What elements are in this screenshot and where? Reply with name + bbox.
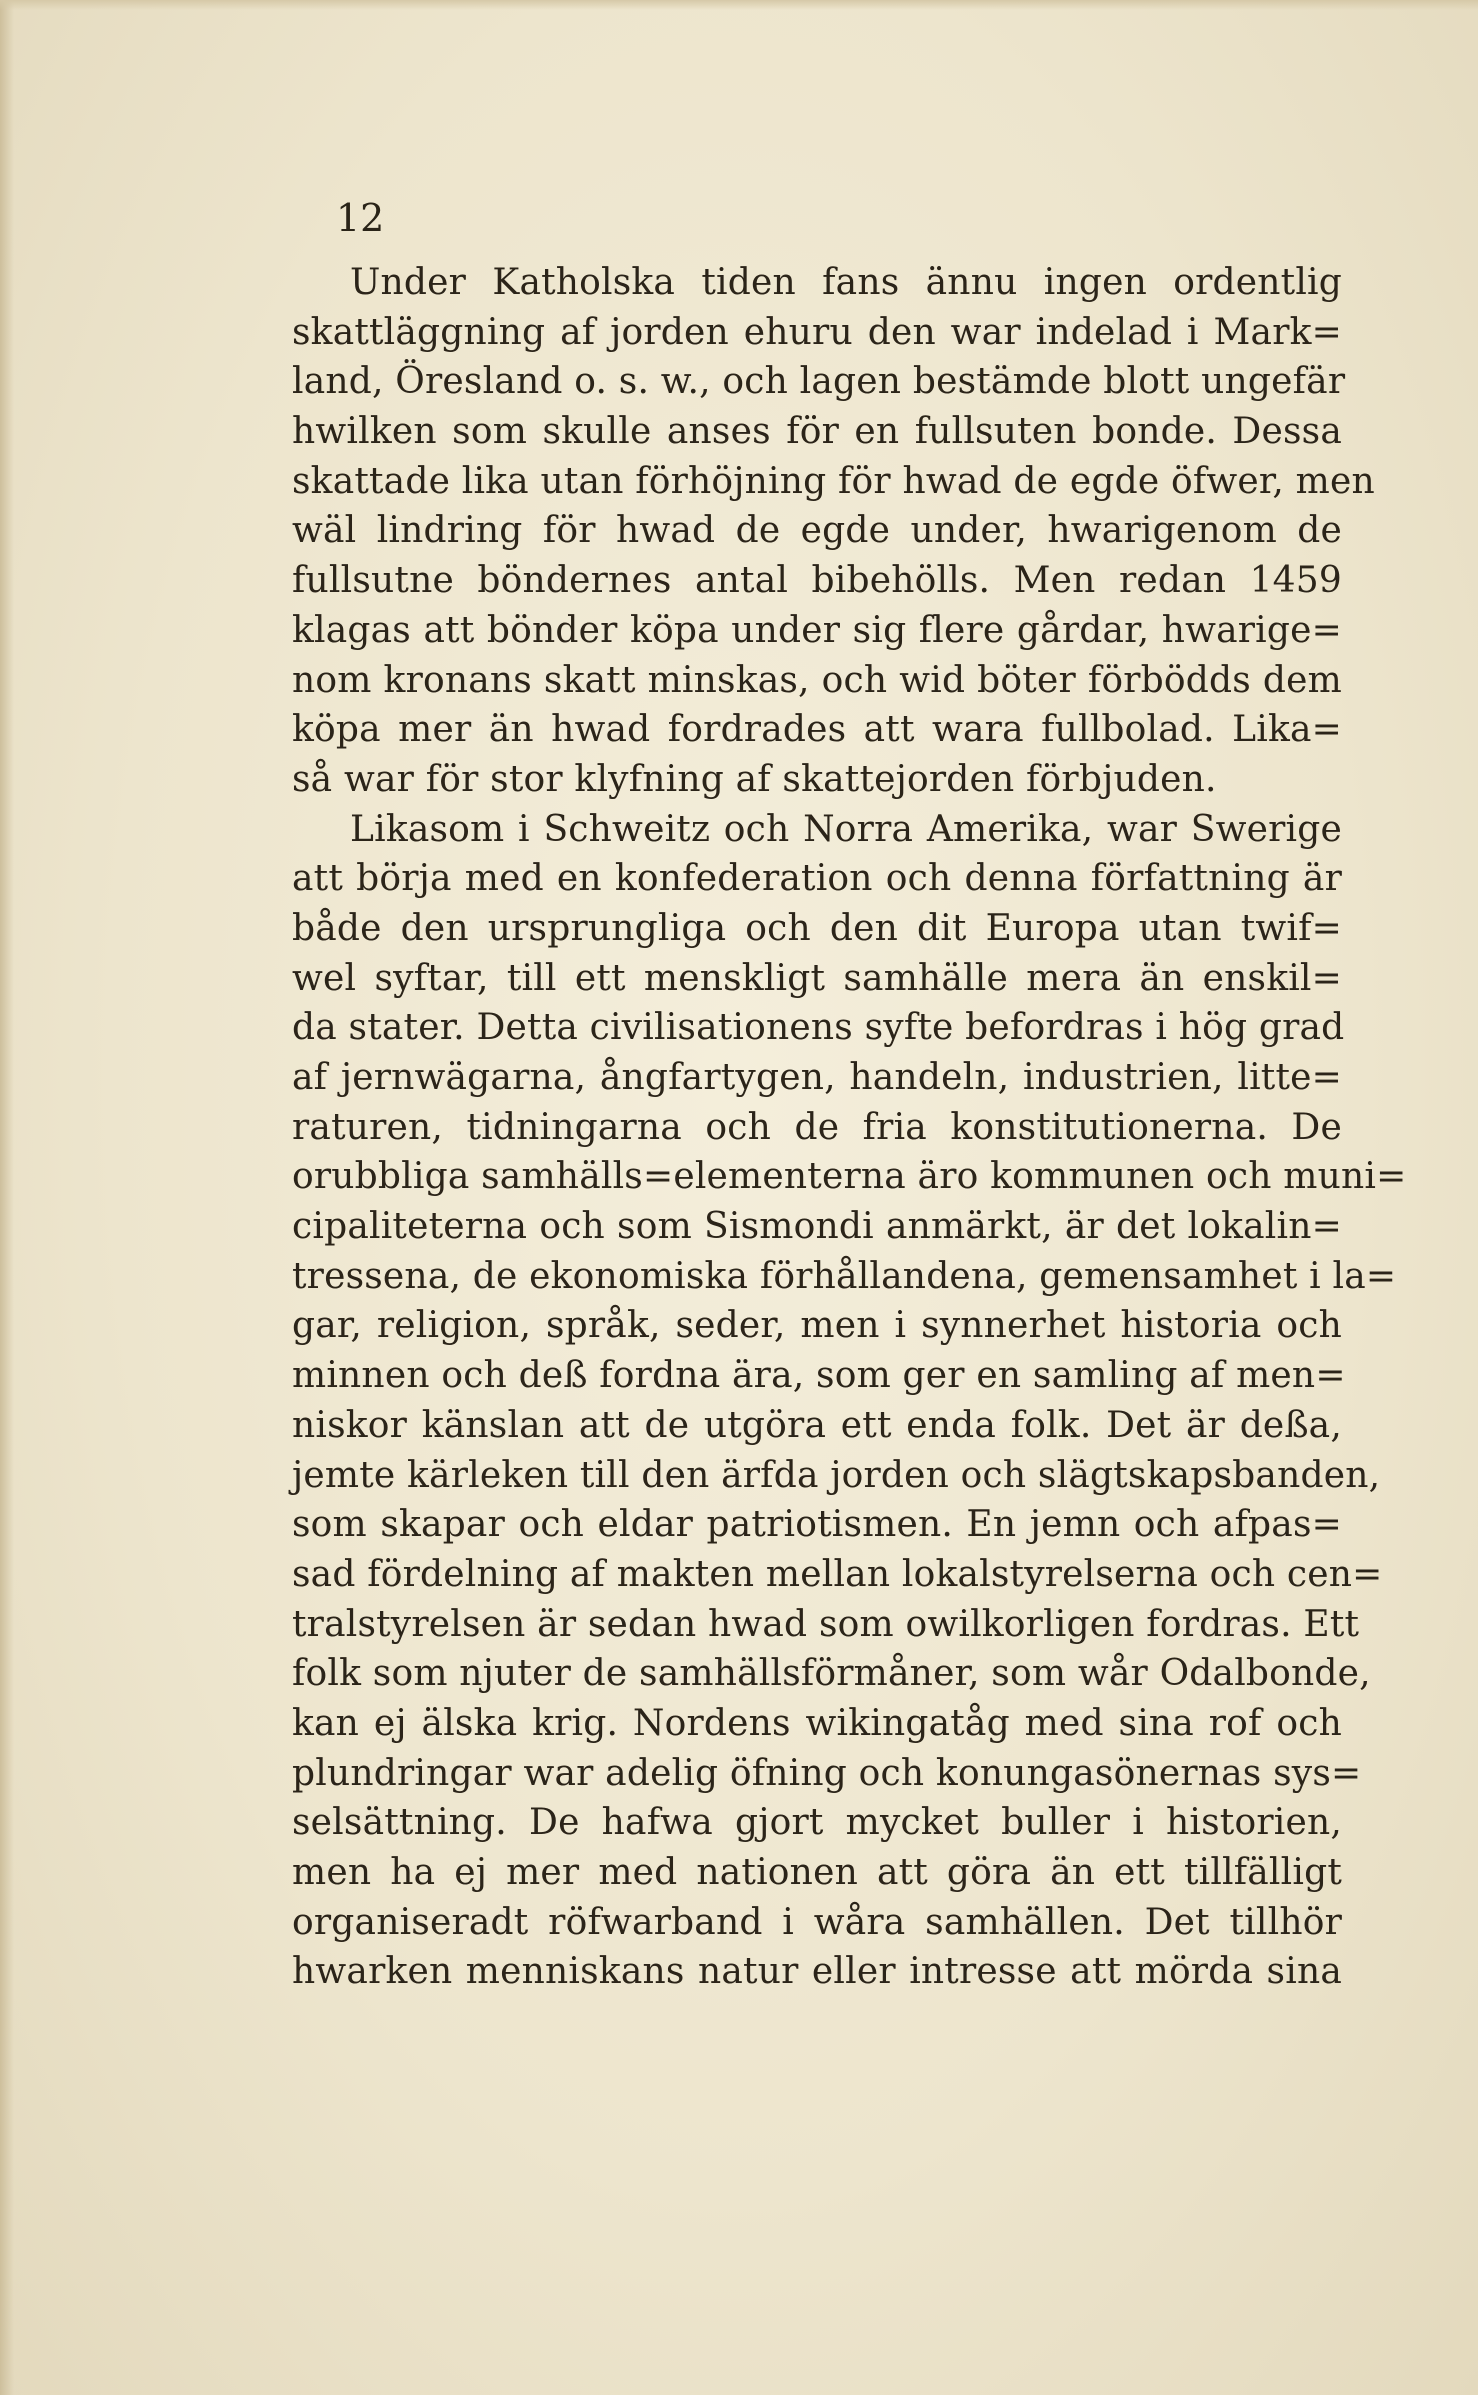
text-line: niskor känslan att de utgöra ett enda folk. Det är deßa,: [292, 1404, 1342, 1446]
text-line: cipaliteterna och som Sismondi anmärkt, är det lokalin=: [292, 1206, 1342, 1248]
text-line: gar, religion, språk, seder, men i synnerhet historia och: [292, 1305, 1342, 1347]
text-line: skattläggning af jorden ehuru den war indelad i Mark=: [292, 311, 1342, 353]
text-line: af jernwägarna, ångfartygen, handeln, industrien, litte=: [292, 1057, 1342, 1098]
text-line: både den ursprungliga och den dit Europa utan twif=: [292, 907, 1342, 949]
page-edge-shadow-top: [0, 0, 1478, 10]
text-line: som skapar och eldar patriotismen. En jemn och afpas=: [292, 1504, 1342, 1546]
text-line: Likasom i Schweitz och Norra Amerika, war Swerige: [350, 808, 1342, 850]
text-line: tralstyrelsen är sedan hwad som owilkorligen fordras. Ett: [292, 1603, 1360, 1645]
text-line: raturen, tidningarna och de fria konstitutionerna. De: [292, 1106, 1342, 1148]
text-line: jemte kärleken till den ärfda jorden och slägtskapsbanden,: [292, 1454, 1381, 1496]
text-line: folk som njuter de samhällsförmåner, som wår Odalbonde,: [292, 1653, 1371, 1695]
text-line: skattade lika utan förhöjning för hwad de egde öfwer, men: [292, 460, 1375, 502]
text-line: nom kronans skatt minskas, och wid böter förbödds dem: [292, 659, 1342, 701]
text-line: wel syftar, till ett menskligt samhälle mera än enskil=: [292, 957, 1342, 999]
text-line: Under Katholska tiden fans ännu ingen ordentlig: [350, 262, 1342, 303]
text-line: land, Öresland o. s. w., och lagen bestämde blott ungefär: [292, 361, 1346, 403]
text-line: kan ej älska krig. Nordens wikingatåg med sina rof och: [292, 1702, 1342, 1744]
text-line: hwarken menniskans natur eller intresse att mörda sina: [292, 1951, 1342, 1993]
text-line: men ha ej mer med nationen att göra än ett tillfälligt: [292, 1852, 1342, 1893]
page-edge-shadow-left: [0, 0, 14, 2395]
text-line: hwilken som skulle anses för en fullsuten bonde. Dessa: [292, 411, 1342, 453]
body-text: [292, 258, 1407, 1997]
text-line: minnen och deß fordna ära, som ger en samling af men=: [292, 1355, 1346, 1397]
text-line: tressena, de ekonomiska förhållandena, gemensamhet i la=: [292, 1255, 1397, 1297]
text-line: klagas att bönder köpa under sig flere gårdar, hwarige=: [292, 609, 1342, 651]
text-line: fullsutne böndernes antal bibehölls. Men redan 1459: [292, 560, 1342, 602]
text-line: att börja med en konfederation och denna författning är: [292, 858, 1342, 900]
text-line: wäl lindring för hwad de egde under, hwarigenom de: [292, 510, 1342, 552]
text-line: organiseradt röfwarband i wåra samhällen. Det tillhör: [292, 1901, 1342, 1943]
text-line: da stater. Detta civilisationens syfte befordras i hög grad: [292, 1007, 1345, 1049]
page-number: 12: [336, 196, 385, 240]
text-line: sad fördelning af makten mellan lokalstyrelserna och cen=: [292, 1553, 1383, 1595]
text-line: selsättning. De hafwa gjort mycket buller i historien,: [292, 1802, 1342, 1844]
text-line: plundringar war adelig öfning och konungasönernas sys=: [292, 1752, 1362, 1794]
text-line: så war för stor klyfning af skattejorden förbjuden.: [292, 758, 1217, 800]
text-line: orubbliga samhälls=elementerna äro kommunen och muni=: [292, 1156, 1407, 1198]
text-line: köpa mer än hwad fordrades att wara fullbolad. Lika=: [292, 709, 1342, 751]
